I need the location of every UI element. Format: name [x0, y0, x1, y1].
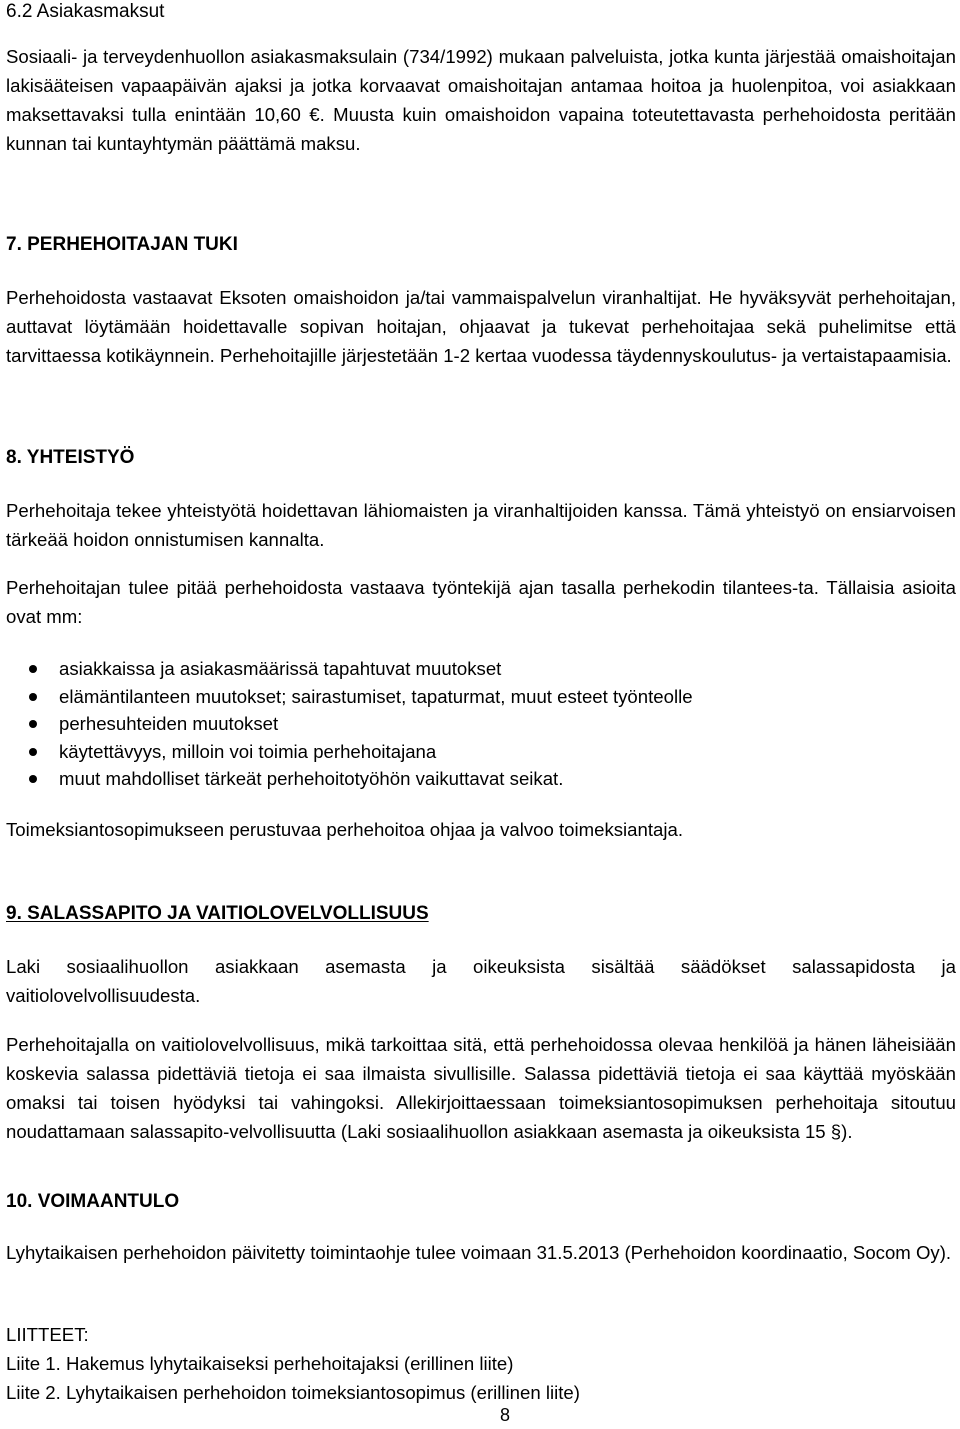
section-heading: 7. PERHEHOITAJAN TUKI [6, 234, 238, 255]
bullet-icon [29, 665, 37, 673]
section-paragraph: Lyhytaikaisen perhehoidon päivitetty toimintaohje tulee voimaan 31.5.2013 (Perhehoidon koordinaatio, Socom Oy). [6, 1242, 952, 1263]
bullet-icon [29, 748, 37, 756]
section-heading: 8. YHTEISTYÖ [6, 447, 135, 468]
bullet-icon [29, 720, 37, 728]
list-item: käytettävyys, milloin voi toimia perhehoitajana [6, 738, 956, 766]
section-heading: 10. VOIMAANTULO [6, 1191, 180, 1212]
section-heading: 9. SALASSAPITO JA VAITIOLOVELVOLLISUUS [6, 903, 429, 924]
attachment-item: Liite 1. Hakemus lyhytaikaiseksi perhehoitajaksi (erillinen liite) [6, 1353, 514, 1374]
list-item: perhesuhteiden muutokset [6, 710, 956, 738]
list-item: asiakkaissa ja asiakasmäärissä tapahtuvat muutokset [6, 655, 956, 683]
attachments [6, 1320, 956, 1407]
section-paragraph: Perhehoitaja tekee yhteistyötä hoidettavan lähiomaisten ja viranhaltijoiden kanssa. Tämä yhteistyö on ensiarvoisen tärkeää hoidon onnistumisen kannalta. [6, 500, 956, 550]
attachments-title: LIITTEET: [6, 1324, 89, 1345]
list-item: muut mahdolliset tärkeät perhehoitotyöhön vaikuttavat seikat. [6, 765, 956, 793]
section-9 [6, 902, 956, 1146]
bullet-icon [29, 693, 37, 701]
section-6-2 [6, 0, 956, 158]
attachment-item: Liite 2. Lyhytaikaisen perhehoidon toimeksiantosopimus (erillinen liite) [6, 1382, 580, 1403]
section-paragraph: Sosiaali- ja terveydenhuollon asiakasmaksulain (734/1992) mukaan palveluista, jotka kunta järjestää omaishoitajan lakisääteisen vapaapäivän ajaksi ja jotka korvaavat omaishoitajan antamaa hoitoa ja huolenpitoa, voi asiakkaan maksettavaksi tulla enintään 10,60 €. Muusta kuin omaishoidon vapaina toteutettavasta perhehoidosta peritään kunnan tai kuntayhtymän päättämä maksu. [6, 46, 956, 154]
bullet-icon [29, 775, 37, 783]
section-paragraph: Laki sosiaalihuollon asiakkaan asemasta ja oikeuksista sisältää säädökset salassapidosta ja vaitiolovelvollisuudesta. [6, 956, 956, 1006]
page-number: 8 [500, 1405, 511, 1425]
bullet-list [6, 655, 956, 793]
list-item: elämäntilanteen muutokset; sairastumiset, tapaturmat, muut esteet työnteolle [6, 683, 956, 711]
section-8 [6, 446, 956, 844]
section-10 [6, 1190, 956, 1267]
section-heading: 6.2 Asiakasmaksut [6, 1, 165, 22]
section-paragraph: Perhehoidosta vastaavat Eksoten omaishoidon ja/tai vammaispalvelun viranhaltijat. He hyväksyvät perhehoitajan, auttavat löytämään hoidettavalle sopivan hoitajan, ohjaavat ja tukevat perhehoitajaa sekä puhelimitse että tarvittaessa kotikäynnein. Perhehoitajille järjestetään 1-2 kertaa vuodessa täydennyskoulutus- ja vertaistapaamisia. [6, 287, 956, 366]
section-paragraph: Perhehoitajalla on vaitiolovelvollisuus, mikä tarkoittaa sitä, että perhehoidossa olevaa henkilöä ja hänen läheisiään koskevia salassa pidettäviä tietoja ei saa ilmaista sivullisille. Salassa pidettäviä tietoja ei saa käyttää myöskään omaksi tai toisen hyödyksi tai vahingoksi. Allekirjoittaessaan toimeksiantosopimuksen perhehoitaja sitoutuu noudattamaan salassapito-velvollisuutta (Laki sosiaalihuollon asiakkaan asemasta ja oikeuksista 15 §). [6, 1034, 956, 1142]
section-7 [6, 233, 956, 370]
section-paragraph: Toimeksiantosopimukseen perustuvaa perhehoitoa ohjaa ja valvoo toimeksiantaja. [6, 818, 684, 840]
section-paragraph: Perhehoitajan tulee pitää perhehoidosta vastaava työntekijä ajan tasalla perhekodin tilantees-ta. Tällaisia asioita ovat mm: [6, 577, 956, 627]
